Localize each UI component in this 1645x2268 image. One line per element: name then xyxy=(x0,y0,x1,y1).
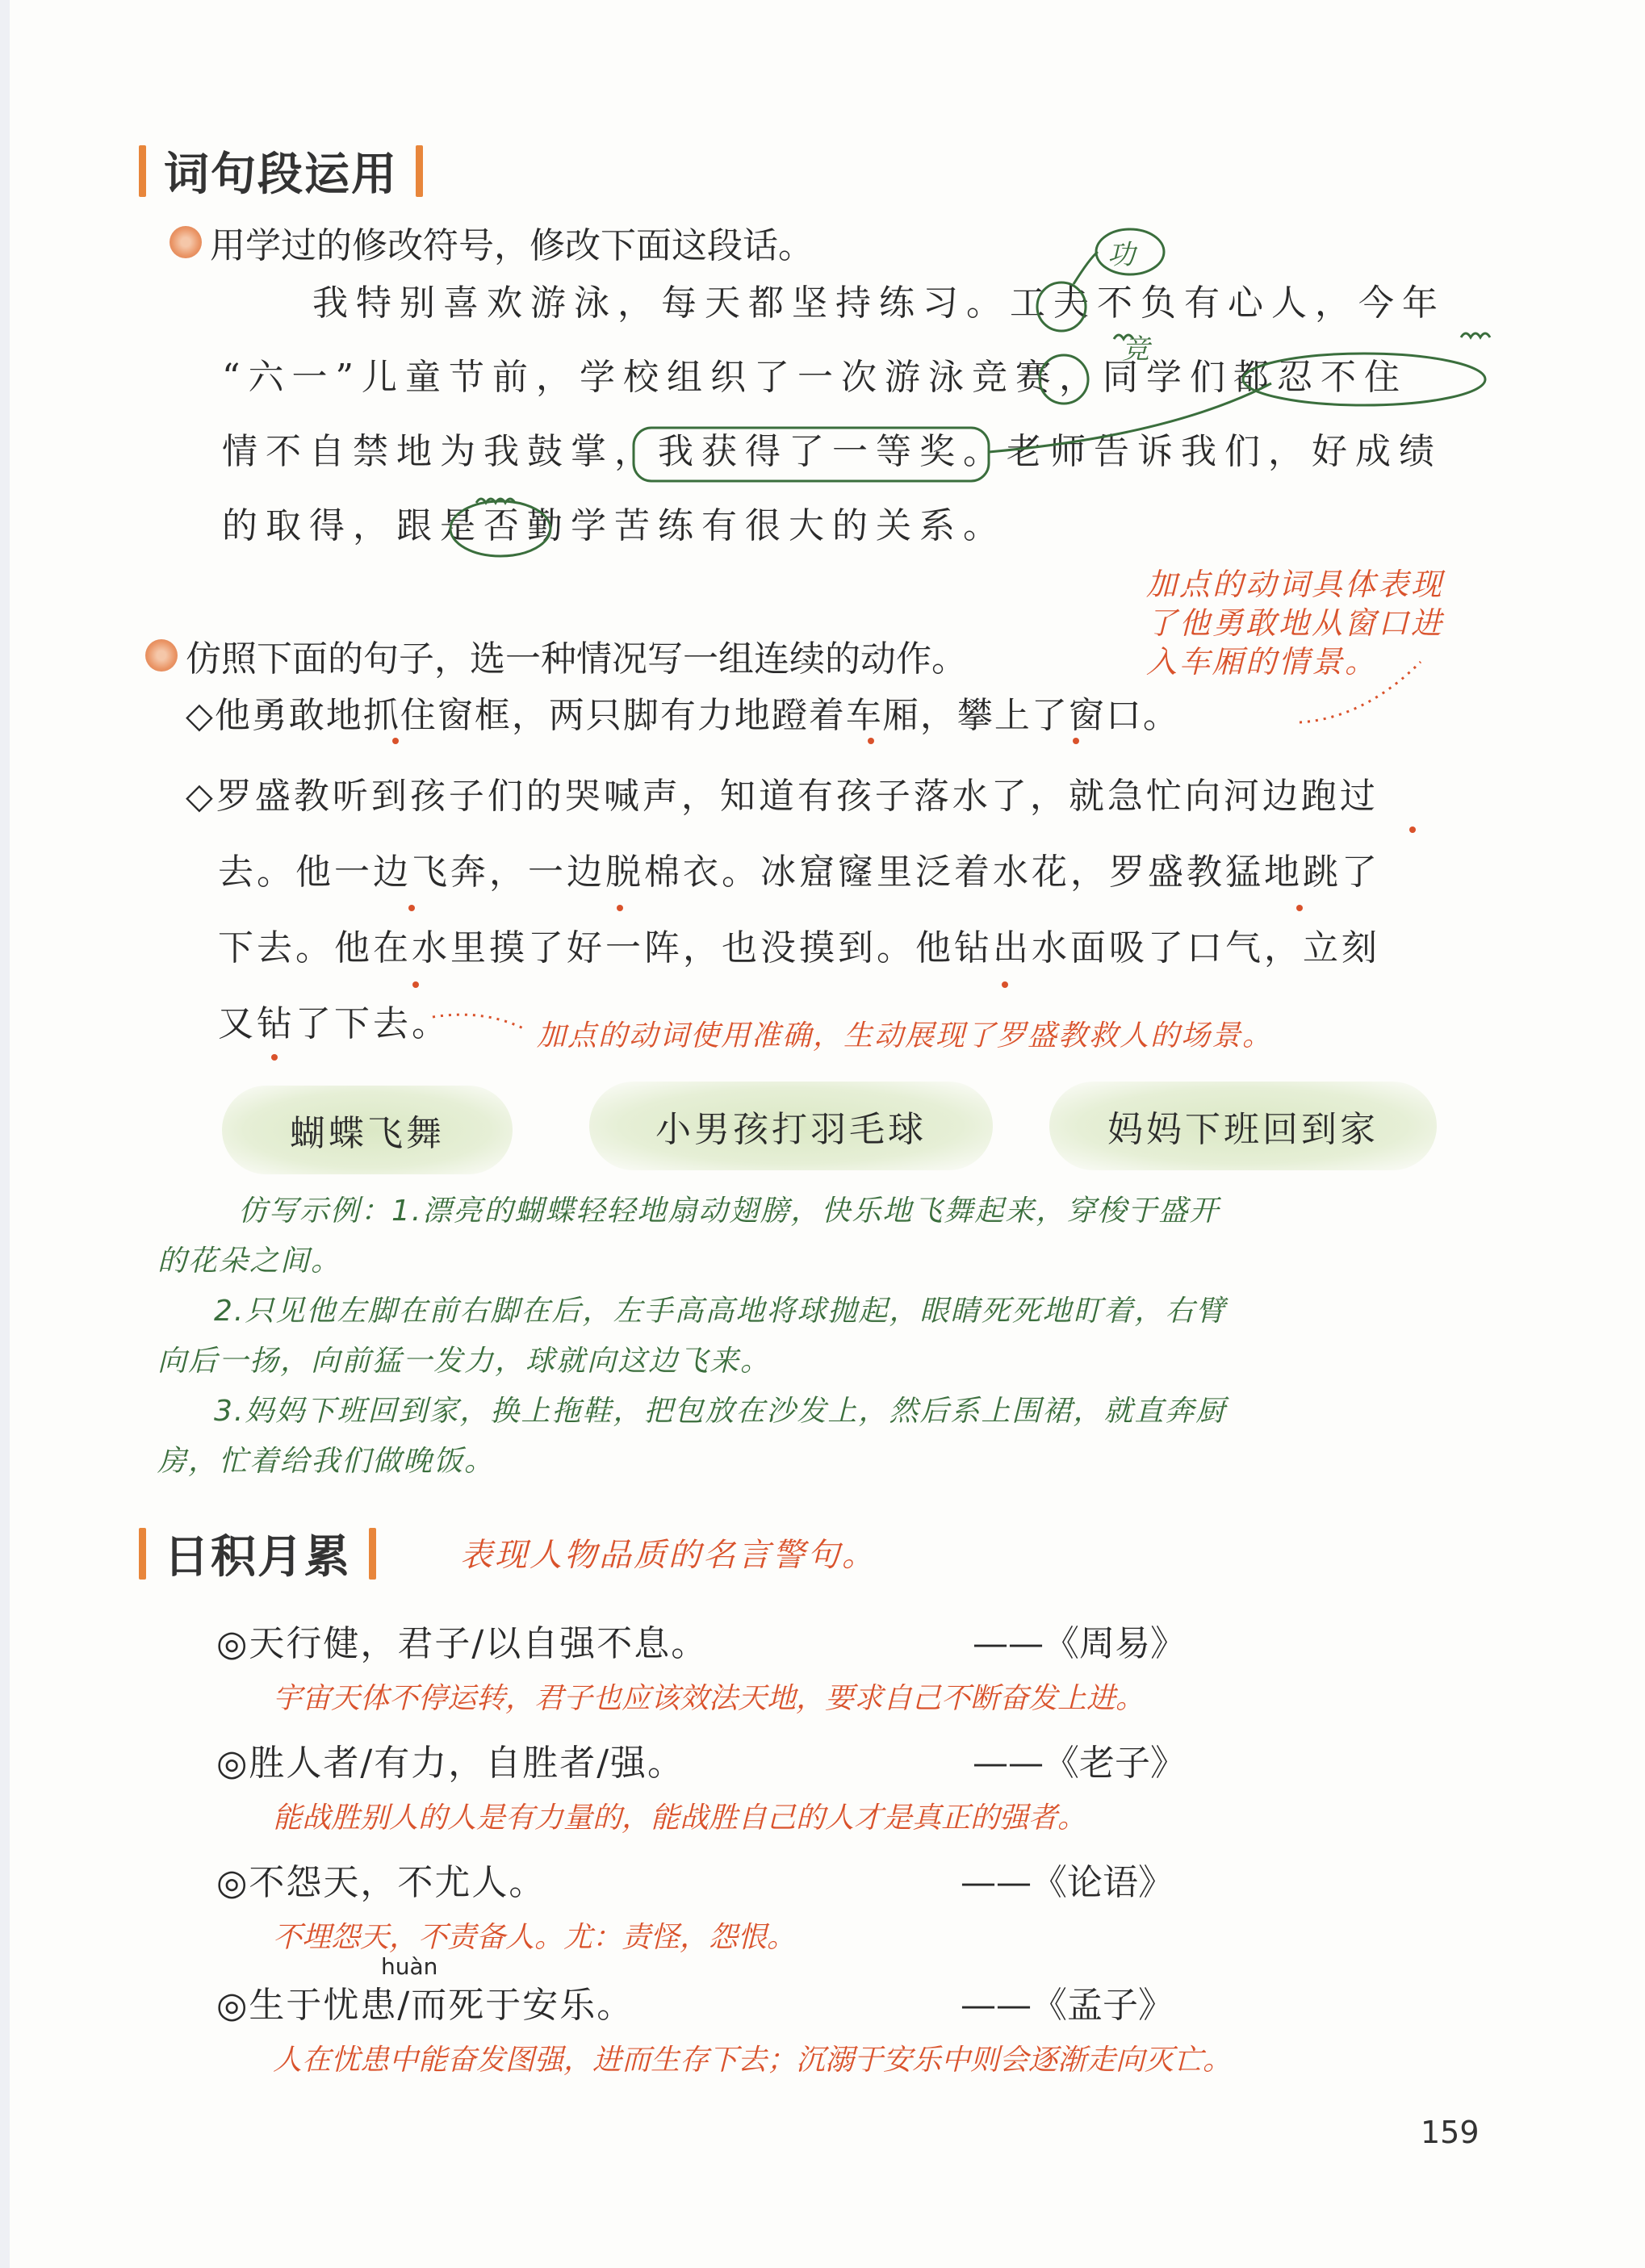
section-header-rijiyuelei xyxy=(139,1521,376,1586)
answer-line-2: 的花朵之间。 xyxy=(157,1245,342,1278)
answer-examples xyxy=(157,1186,1497,1487)
quote-2-source: ——《老子》 xyxy=(973,1743,1186,1784)
side-note-line-1: 加点的动词具体表现 xyxy=(1146,567,1445,602)
circle-jing-mark xyxy=(1040,355,1088,404)
quote-4-note: 人在忧患中能奋发图强，进而生存下去；沉溺于安乐中则会逐渐走向灭亡。 xyxy=(273,2044,1233,2077)
quote-3: ◎不怨天，不尤人。 xyxy=(216,1862,546,1903)
answer-line-3: 2.只见他左脚在前右脚在后，左手高高地将球抛起，眼睛死死地盯着，右臂 xyxy=(214,1295,1227,1328)
q1-line-3: 情不自禁地为我鼓掌，我获得了一等奖。老师告诉我们，好成绩 xyxy=(222,431,1442,472)
question-bullet-icon xyxy=(145,639,178,672)
option-butterfly: 蝴蝶飞舞 xyxy=(222,1086,513,1174)
q1-line-2: “六一”儿童节前，学校组织了一次游泳竞赛，同学们都忍不住 xyxy=(222,357,1408,398)
quote-3-note: 不埋怨天，不责备人。尤：责怪，怨恨。 xyxy=(273,1921,797,1954)
quote-1-source: ——《周易》 xyxy=(973,1623,1186,1664)
section-title: 词句段运用 xyxy=(164,149,398,201)
quote-2-note: 能战胜别人的人是有力量的，能战胜自己的人才是真正的强者。 xyxy=(273,1801,1087,1835)
ex2-line-1: ◇罗盛教听到孩子们的哭喊声，知道有孩子落水了，就急忙向河边跑过 xyxy=(186,776,1379,817)
ex2-line-3: 下去。他在水里摸了好一阵，也没摸到。他钻出水面吸了口气，立刻 xyxy=(218,927,1380,969)
q1-line-4: 的取得，跟是否勤学苦练有很大的关系。 xyxy=(222,505,1007,546)
section-title: 日积月累 xyxy=(164,1531,351,1584)
header-bar-right xyxy=(369,1528,376,1580)
quote-4-source: ——《孟子》 xyxy=(961,1985,1174,2026)
question-2 xyxy=(145,630,967,681)
side-note-line-3: 入车厢的情景。 xyxy=(1146,644,1379,680)
move-arrow xyxy=(989,383,1271,452)
header-bar-left xyxy=(139,1528,146,1580)
circle-renbuzhu xyxy=(1243,354,1485,405)
pinyin-huan: huàn xyxy=(381,1953,438,1980)
circle-gong-mark xyxy=(1037,282,1086,331)
answer-line-1: 仿写示例：1.漂亮的蝴蝶轻轻地扇动翅膀，快乐地飞舞起来，穿梭于盛开 xyxy=(238,1195,1220,1228)
answer-line-4: 向后一扬，向前猛一发力，球就向这边飞来。 xyxy=(157,1345,772,1378)
quote-1: ◎天行健，君子/以自强不息。 xyxy=(216,1623,709,1664)
quote-2: ◎胜人者/有力，自胜者/强。 xyxy=(216,1743,685,1784)
circle-shifou xyxy=(450,501,550,556)
delete-mark-1 xyxy=(1461,333,1490,337)
page-number: 159 xyxy=(1421,2115,1480,2150)
q1-line-1: 我特别喜欢游泳，每天都坚持练习。工夫不负有心人，今年 xyxy=(312,282,1446,324)
box-yidengjiang xyxy=(634,428,989,481)
side-note-line-2: 了他勇敢地从窗口进 xyxy=(1146,605,1445,641)
option-badminton: 小男孩打羽毛球 xyxy=(589,1082,993,1170)
side-note xyxy=(1146,565,1444,681)
example-1: ◇他勇敢地抓住窗框，两只脚有力地蹬着车厢，攀上了窗口。 xyxy=(186,695,1180,736)
section-2-subtitle: 表现人物品质的名言警句。 xyxy=(460,1537,877,1574)
answer-line-5: 3.妈妈下班回到家，换上拖鞋，把包放在沙发上，然后系上围裙，就直奔厨 xyxy=(214,1395,1227,1428)
quote-1-note: 宇宙天体不停运转，君子也应该效法天地，要求自己不断奋发上进。 xyxy=(273,1682,1145,1715)
option-mom-home: 妈妈下班回到家 xyxy=(1049,1082,1437,1170)
example-2-note: 加点的动词使用准确，生动展现了罗盛教救人的场景。 xyxy=(537,1019,1274,1052)
quote-4: ◎生于忧患/而死于安乐。 xyxy=(216,1985,634,2026)
mark-jing: 竞 xyxy=(1122,333,1149,366)
question-1-prompt: 用学过的修改符号，修改下面这段话。 xyxy=(210,225,814,266)
question-2-prompt: 仿照下面的句子，选一种情况写一组连续的动作。 xyxy=(186,638,967,680)
ex2-line-4: 又钻了下去。 xyxy=(218,1003,450,1044)
quote-3-source: ——《论语》 xyxy=(961,1862,1174,1903)
ex2-line-2: 去。他一边飞奔，一边脱棉衣。冰窟窿里泛着水花，罗盛教猛地跳了 xyxy=(218,852,1380,893)
gong-arrow xyxy=(1074,252,1098,284)
mark-gong: 功 xyxy=(1107,239,1135,271)
answer-line-6: 房，忙着给我们做晚饭。 xyxy=(157,1445,496,1478)
